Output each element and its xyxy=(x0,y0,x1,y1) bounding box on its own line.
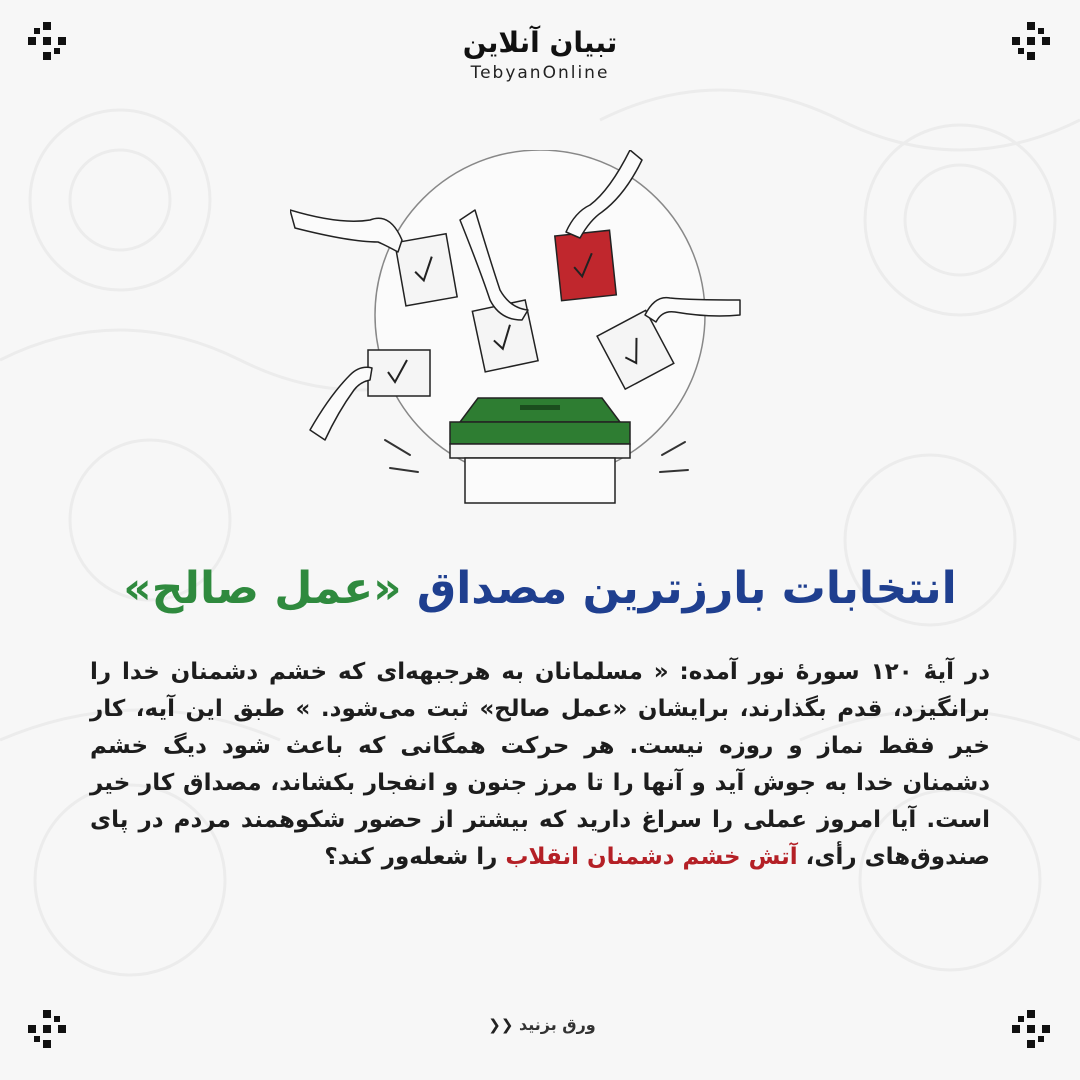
double-chevron-left-icon: ❮❮ xyxy=(488,1016,514,1034)
body-text-end: را شعله‌ور کند؟ xyxy=(324,844,498,870)
ballot-paper-icon xyxy=(395,234,457,306)
ballot-illustration xyxy=(290,150,790,510)
body-text-main: در آیۀ ۱۲۰ سورۀ نور آمده: « مسلمانان به هرجبهه‌ای که خشم دشمنان خدا را برانگیزد، قدم بگذارند، برایشان «عمل صالح» ثبت می‌شود. » طبق این آیه، کار خیر فقط نماز و روزه نیست. هر حرکت همگانی که باعث شود دیگ خشم دشمنان خدا به جوش آید و آنها را تا مرز جنون و انفجار بکشاند، مصداق کار خیر است. آیا امروز عملی را سراغ دارید که بیشتر از حضور شکوهمند مردم در پای صندوق‌های رأی، xyxy=(90,659,990,870)
brand-logo xyxy=(440,25,640,85)
title-main: انتخابات بارزترین مصداق xyxy=(416,563,957,614)
body-paragraph xyxy=(90,654,990,876)
body-text-highlight: آتش خشم دشمنان انقلاب xyxy=(505,844,798,870)
ballot-paper-icon xyxy=(368,350,430,396)
ballot-box-icon xyxy=(450,398,630,503)
brand-name-en: TebyanOnline xyxy=(470,63,610,83)
corner-ornament-icon xyxy=(28,1010,68,1050)
corner-ornament-icon xyxy=(1012,22,1052,62)
brand-name-fa: تبیان آنلاین xyxy=(462,26,618,59)
corner-ornament-icon xyxy=(28,22,68,62)
ballot-paper-icon-red xyxy=(555,230,616,300)
swipe-hint[interactable] xyxy=(470,1012,610,1038)
page-title xyxy=(40,556,1040,622)
corner-ornament-icon xyxy=(1012,1010,1052,1050)
title-highlight: «عمل صالح» xyxy=(123,563,402,614)
swipe-label: ورق بزنید xyxy=(518,1015,596,1034)
